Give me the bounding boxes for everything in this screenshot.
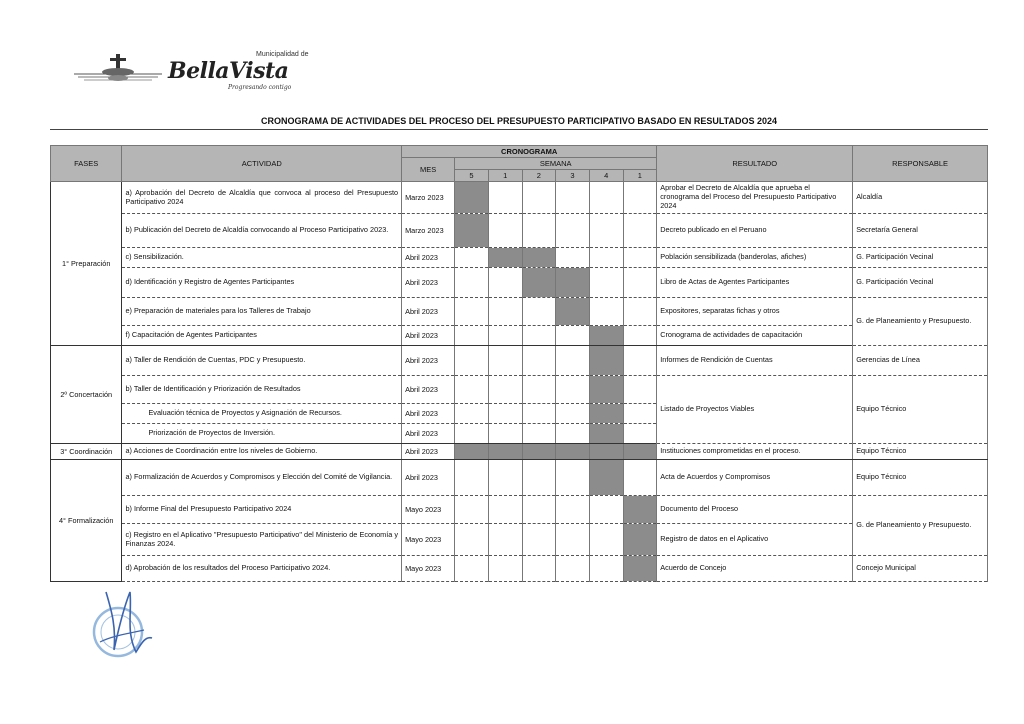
week-cell	[623, 404, 657, 424]
responsible-cell: Gerencias de Línea	[853, 346, 988, 376]
week-cell	[556, 524, 590, 556]
activity-cell: d) Aprobación de los resultados del Proceso Participativo 2024.	[122, 556, 402, 582]
responsible-cell: Equipo Técnico	[853, 376, 988, 444]
logo-emblem-icon	[70, 48, 166, 88]
week-cell	[556, 214, 590, 248]
week-cell-active	[623, 444, 657, 460]
week-cell	[522, 346, 556, 376]
result-cell: Documento del Proceso	[657, 496, 853, 524]
week-cell	[488, 496, 522, 524]
responsible-cell: G. Participación Vecinal	[853, 248, 988, 268]
week-cell	[455, 556, 489, 582]
week-cell	[522, 376, 556, 404]
month-cell: Abril 2023	[402, 268, 455, 298]
activity-cell: b) Taller de Identificación y Priorización de Resultados	[122, 376, 402, 404]
week-cell-active	[556, 444, 590, 460]
week-cell	[556, 376, 590, 404]
week-cell-active	[556, 298, 590, 326]
week-cell-active	[556, 268, 590, 298]
activity-cell: a) Formalización de Acuerdos y Compromisos y Elección del Comité de Vigilancia.	[122, 460, 402, 496]
week-cell	[455, 424, 489, 444]
document-title: CRONOGRAMA DE ACTIVIDADES DEL PROCESO DEL PRESUPUESTO PARTICIPATIVO BASADO EN RESULTADOS 2024	[260, 116, 778, 126]
table-row	[51, 496, 988, 524]
week-cell	[556, 424, 590, 444]
week-cell-active	[455, 182, 489, 214]
table-row	[51, 326, 988, 346]
week-cell	[589, 182, 623, 214]
official-seal-icon	[86, 572, 166, 672]
week-cell	[589, 556, 623, 582]
week-cell	[455, 404, 489, 424]
week-cell	[455, 460, 489, 496]
header-mes: MES	[402, 158, 455, 182]
week-cell	[488, 404, 522, 424]
week-cell	[522, 214, 556, 248]
header-resultado: RESULTADO	[657, 146, 853, 182]
week-cell	[556, 182, 590, 214]
week-cell-active	[623, 524, 657, 556]
table-row	[51, 248, 988, 268]
table-row	[51, 556, 988, 582]
activity-cell: Priorización de Proyectos de Inversión.	[122, 424, 402, 444]
month-cell: Abril 2023	[402, 460, 455, 496]
week-cell	[455, 376, 489, 404]
municipal-logo	[70, 48, 320, 98]
header-week: 2	[522, 170, 556, 182]
table-row	[51, 444, 988, 460]
week-cell-active	[455, 444, 489, 460]
activity-cell: c) Registro en el Aplicativo "Presupuesto Participativo" del Ministerio de Economía y Finanzas 2024.	[122, 524, 402, 556]
month-cell: Mayo 2023	[402, 496, 455, 524]
result-cell: Aprobar el Decreto de Alcaldía que aprueba el cronograma del Proceso del Presupuesto Participativo 2024	[657, 182, 853, 214]
week-cell-active	[522, 248, 556, 268]
table-row	[51, 182, 988, 214]
header-cronograma: CRONOGRAMA	[402, 146, 657, 158]
week-cell	[556, 404, 590, 424]
logo-tagline: Progresando contigo	[228, 84, 292, 91]
header-week: 5	[455, 170, 489, 182]
header-week: 3	[556, 170, 590, 182]
activity-cell: a) Aprobación del Decreto de Alcaldía que convoca al proceso del Presupuesto Participativo 2024	[122, 182, 402, 214]
responsible-cell: G. Participación Vecinal	[853, 268, 988, 298]
result-cell: Registro de datos en el Aplicativo	[657, 524, 853, 556]
week-cell	[522, 556, 556, 582]
week-cell-active	[455, 214, 489, 248]
phase-cell: 2º Concertación	[51, 346, 122, 444]
week-cell-active	[589, 444, 623, 460]
logo-municipality-text: Municipalidad de	[256, 51, 309, 58]
month-cell: Mayo 2023	[402, 524, 455, 556]
schedule-table	[50, 145, 988, 582]
week-cell	[589, 248, 623, 268]
week-cell-active	[488, 248, 522, 268]
header-responsable: RESPONSABLE	[853, 146, 988, 182]
week-cell	[589, 268, 623, 298]
result-cell: Libro de Actas de Agentes Participantes	[657, 268, 853, 298]
activity-cell: e) Preparación de materiales para los Talleres de Trabajo	[122, 298, 402, 326]
activity-cell: c) Sensibilización.	[122, 248, 402, 268]
week-cell	[589, 298, 623, 326]
table-row	[51, 214, 988, 248]
week-cell	[623, 424, 657, 444]
month-cell: Abril 2023	[402, 326, 455, 346]
phase-cell: 3° Coordinación	[51, 444, 122, 460]
week-cell	[522, 404, 556, 424]
week-cell	[522, 326, 556, 346]
week-cell-active	[488, 444, 522, 460]
result-cell: Listado de Proyectos Viables	[657, 376, 853, 444]
week-cell	[556, 460, 590, 496]
month-cell: Marzo 2023	[402, 182, 455, 214]
week-cell-active	[589, 376, 623, 404]
result-cell: Cronograma de actividades de capacitación	[657, 326, 853, 346]
activity-cell: a) Taller de Rendición de Cuentas, PDC y Presupuesto.	[122, 346, 402, 376]
header-week: 4	[589, 170, 623, 182]
week-cell	[623, 460, 657, 496]
week-cell-active	[589, 460, 623, 496]
week-cell	[522, 424, 556, 444]
week-cell	[623, 376, 657, 404]
responsible-cell: Concejo Municipal	[853, 556, 988, 582]
week-cell	[623, 248, 657, 268]
week-cell	[522, 496, 556, 524]
activity-cell: b) Publicación del Decreto de Alcaldía convocando al Proceso Participativo 2023.	[122, 214, 402, 248]
responsible-cell: Alcaldía	[853, 182, 988, 214]
week-cell	[455, 496, 489, 524]
week-cell	[488, 214, 522, 248]
week-cell	[455, 326, 489, 346]
result-cell: Población sensibilizada (banderolas, afiches)	[657, 248, 853, 268]
week-cell	[623, 298, 657, 326]
activity-cell: b) Informe Final del Presupuesto Participativo 2024	[122, 496, 402, 524]
responsible-cell: Equipo Técnico	[853, 460, 988, 496]
month-cell: Abril 2023	[402, 298, 455, 326]
week-cell	[488, 182, 522, 214]
month-cell: Marzo 2023	[402, 214, 455, 248]
week-cell	[488, 460, 522, 496]
week-cell	[623, 214, 657, 248]
phase-cell: 1° Preparación	[51, 182, 122, 346]
week-cell	[455, 298, 489, 326]
logo-name: BellaVista	[168, 58, 289, 84]
week-cell-active	[623, 556, 657, 582]
responsible-cell: Secretaría General	[853, 214, 988, 248]
signature-stamp	[86, 572, 166, 672]
week-cell	[623, 326, 657, 346]
week-cell	[623, 268, 657, 298]
result-cell: Informes de Rendición de Cuentas	[657, 346, 853, 376]
week-cell	[623, 346, 657, 376]
month-cell: Abril 2023	[402, 346, 455, 376]
week-cell	[488, 268, 522, 298]
week-cell	[623, 182, 657, 214]
week-cell-active	[522, 444, 556, 460]
header-week: 1	[488, 170, 522, 182]
responsible-cell: Equipo Técnico	[853, 444, 988, 460]
week-cell	[455, 346, 489, 376]
week-cell	[455, 268, 489, 298]
month-cell: Mayo 2023	[402, 556, 455, 582]
week-cell	[488, 376, 522, 404]
week-cell	[488, 556, 522, 582]
week-cell	[556, 496, 590, 524]
week-cell	[488, 346, 522, 376]
result-cell: Expositores, separatas fichas y otros	[657, 298, 853, 326]
week-cell-active	[589, 326, 623, 346]
week-cell	[488, 524, 522, 556]
header-week: 1	[623, 170, 657, 182]
week-cell	[455, 524, 489, 556]
week-cell	[556, 346, 590, 376]
title-divider	[50, 129, 988, 130]
week-cell-active	[589, 424, 623, 444]
week-cell-active	[522, 268, 556, 298]
week-cell	[522, 460, 556, 496]
month-cell: Abril 2023	[402, 424, 455, 444]
week-cell	[589, 214, 623, 248]
header-actividad: ACTIVIDAD	[122, 146, 402, 182]
week-cell	[522, 524, 556, 556]
week-cell-active	[589, 346, 623, 376]
activity-cell: f) Capacitación de Agentes Participantes	[122, 326, 402, 346]
week-cell	[455, 248, 489, 268]
activity-cell: a) Acciones de Coordinación entre los niveles de Gobierno.	[122, 444, 402, 460]
week-cell-active	[623, 496, 657, 524]
week-cell-active	[589, 404, 623, 424]
result-cell: Acuerdo de Concejo	[657, 556, 853, 582]
month-cell: Abril 2023	[402, 376, 455, 404]
week-cell	[589, 524, 623, 556]
header-fases: FASES	[51, 146, 122, 182]
week-cell	[522, 182, 556, 214]
week-cell	[488, 298, 522, 326]
activity-cell: Evaluación técnica de Proyectos y Asignación de Recursos.	[122, 404, 402, 424]
table-row	[51, 524, 988, 556]
week-cell	[488, 424, 522, 444]
phase-cell: 4° Formalización	[51, 460, 122, 582]
result-cell: Decreto publicado en el Peruano	[657, 214, 853, 248]
week-cell	[556, 248, 590, 268]
week-cell	[589, 496, 623, 524]
week-cell	[522, 298, 556, 326]
week-cell	[556, 326, 590, 346]
month-cell: Abril 2023	[402, 248, 455, 268]
result-cell: Instituciones comprometidas en el proceso.	[657, 444, 853, 460]
table-row	[51, 376, 988, 404]
table-row	[51, 460, 988, 496]
week-cell	[488, 326, 522, 346]
responsible-cell: G. de Planeamiento y Presupuesto.	[853, 496, 988, 556]
table-row	[51, 268, 988, 298]
week-cell	[556, 556, 590, 582]
responsible-cell: G. de Planeamiento y Presupuesto.	[853, 298, 988, 346]
month-cell: Abril 2023	[402, 444, 455, 460]
table-row	[51, 298, 988, 326]
table-row	[51, 346, 988, 376]
month-cell: Abril 2023	[402, 404, 455, 424]
result-cell: Acta de Acuerdos y Compromisos	[657, 460, 853, 496]
header-semana: SEMANA	[455, 158, 657, 170]
activity-cell: d) Identificación y Registro de Agentes Participantes	[122, 268, 402, 298]
